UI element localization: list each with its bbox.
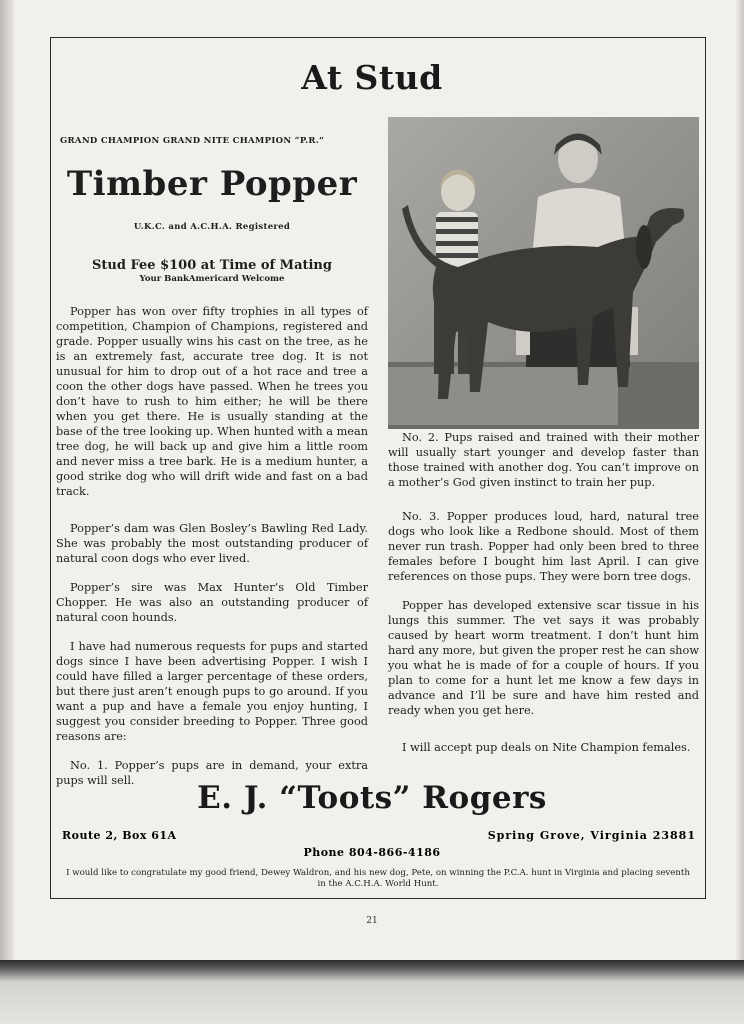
stud-fee: Stud Fee $100 at Time of Mating: [92, 258, 332, 273]
ad-title: At Stud: [301, 58, 443, 97]
address-street: Route 2, Box 61A: [62, 829, 177, 842]
page-right-edge: [736, 0, 744, 960]
dog-name: Timber Popper: [66, 164, 358, 204]
congratulations-note: I would like to congratulate my good friend, Dewey Waldron, and his new dog, Pete, on winning the P.C.A. hunt in Virginia and placing seventh in the A.C.H.A. World Hunt.: [66, 868, 690, 889]
right-column: [388, 430, 699, 755]
right-body: [388, 430, 699, 755]
paragraph: No. 3. Popper produces loud, hard, natural tree dogs who look like a Redbone should. Most of them never run trash. Popper had only been bred to three females before I bought him last April. I can give references on those pups. They were born tree dogs.: [388, 510, 699, 583]
address-city: Spring Grove, Virginia 23881: [487, 829, 696, 842]
registration-line: U.K.C. and A.C.H.A. Registered: [133, 222, 291, 232]
phone-number: Phone 804-866-4186: [303, 846, 441, 859]
page-number: 21: [366, 916, 378, 926]
paragraph: Popper’s dam was Glen Bosley’s Bawling Red Lady. She was probably the most outstanding producer of natural coon dogs who ever lived.: [56, 522, 368, 565]
dog-photo: [388, 117, 699, 429]
paragraph: Popper’s sire was Max Hunter’s Old Timber Chopper. He was also an outstanding producer of natural coon hounds.: [56, 581, 368, 624]
paragraph: I will accept pup deals on Nite Champion females.: [402, 741, 691, 754]
payment-note: Your BankAmericard Welcome: [139, 274, 285, 284]
left-body: [56, 304, 368, 788]
paragraph: I have had numerous requests for pups and started dogs since I have been advertising Popper. I wish I could have filled a larger percentage of these orders, but there just aren’t enough pups to go around. If you want a pup and have a female you enjoy hunting, I suggest you consider breeding to Popper. Three good reasons are:: [56, 640, 368, 743]
paragraph: Popper has developed extensive scar tissue in his lungs this summer. The vet says it was probably caused by heart worm treatment. I don’t hunt him hard any more, but given the proper rest he can show you what he is made of for a couple of hours. If you plan to come for a hunt let me know a few days in advance and I’ll be sure and have him rested and ready when you get here.: [388, 599, 699, 717]
page-left-edge: [0, 0, 14, 960]
left-column: [56, 136, 368, 788]
scan-background: [0, 960, 744, 1024]
paragraph: No. 2. Pups raised and trained with their mother will usually start younger and develop faster than those trained with another dog. You can’t improve on a mother’s God given instinct to train her pup.: [388, 431, 699, 489]
photo-illustration: [388, 117, 699, 429]
champion-subhead: GRAND CHAMPION GRAND NITE CHAMPION “P.R.”: [60, 136, 325, 146]
paragraph: Popper has won over fifty trophies in all types of competition, Champion of Champions, registered and grade. Popper usually wins his cast on the tree, as he is an extremely fast, accurate tree dog. It is not unusual for him to drop out of a hot race and tree a coon the other dogs have passed. When he trees you don’t have to rush to him either; he will be there when you get there. He is usually standing at the base of the tree looking up. When hunted with a mean tree dog, he will back up and give him a little room and never miss a tree bark. He is a medium hunter, a good strike dog who will drift wide and fast on a bad track.: [56, 305, 368, 498]
breeder-name: E. J. “Toots” Rogers: [197, 780, 547, 816]
paragraph: No. 1. Popper’s pups are in demand, your extra pups will sell.: [56, 759, 368, 787]
